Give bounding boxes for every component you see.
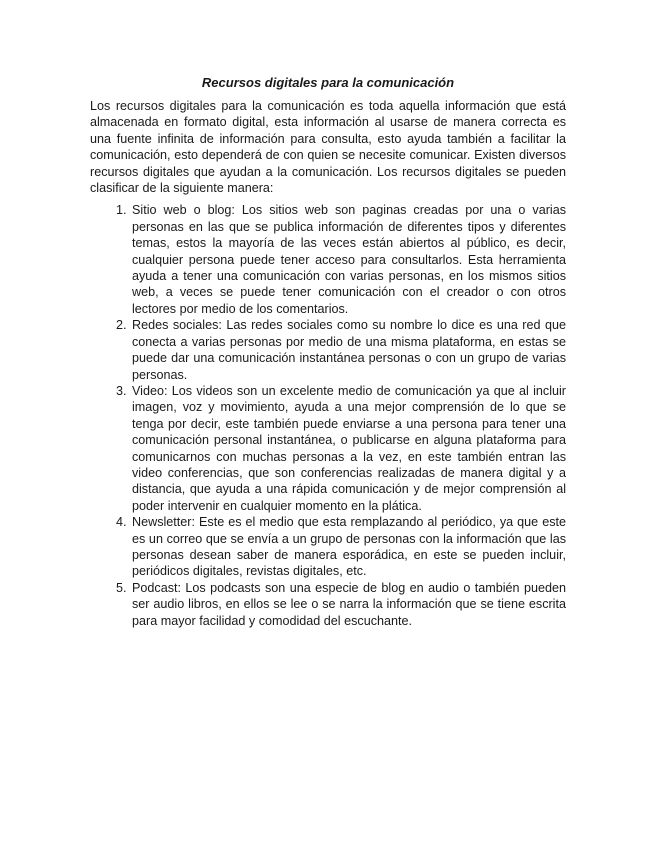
list-item-podcast: 5. Podcast: Los podcasts son una especie de blog en audio o también pueden ser audio libros, en ellos se lee o se narra la información que se tiene escrita para mayor facilidad y comodidad del escuchante. <box>130 580 566 629</box>
list-item-sitio-web: 1. Sitio web o blog: Los sitios web son paginas creadas por una o varias personas en las que se publica información de diferentes tipos y diferentes temas, estos la mayoría de las veces están abiertos al público, es decir, cualquier persona puede tener acceso para consultarlos. Esta herramienta ayuda a tener una comunicación con varias personas, en los mismos sitios web, a veces se puede tener comunicación con el creador o con otros lectores por medio de los comentarios. <box>130 202 566 317</box>
list-item-redes-sociales: 2. Redes sociales: Las redes sociales como su nombre lo dice es una red que conecta a varias personas por medio de una misma plataforma, en estas se puede dar una comunicación instantánea personas o con un grupo de varias personas. <box>130 317 566 383</box>
document-page <box>90 75 566 629</box>
intro-paragraph: Los recursos digitales para la comunicación es toda aquella información que está almacenada en formato digital, esta información al usarse de manera correcta es una fuente infinita de información para consulta, esto ayuda también a facilitar la comunicación, esto dependerá de con quien se necesite comunicar. Existen diversos recursos digitales que ayudan a la comunicación. Los recursos digitales se pueden clasificar de la siguiente manera: <box>90 99 566 196</box>
document-title: Recursos digitales para la comunicación <box>201 75 455 90</box>
resource-list <box>90 202 566 629</box>
list-item-video: 3. Video: Los videos son un excelente medio de comunicación ya que al incluir imagen, voz y movimiento, ayuda a una mejor comprensión de lo que se tenga por decir, este también puede enviarse a una persona para tener una comunicación personal instantánea, o publicarse en alguna plataforma para comunicarnos con muchas personas a la vez, en este también entran las video conferencias, que son conferencias realizadas de manera digital y a distancia, que ayuda a una rápida comunicación y de mejor comprensión al poder intervenir en cualquier momento en la plática. <box>130 383 566 514</box>
list-item-newsletter: 4. Newsletter: Este es el medio que esta remplazando al periódico, ya que este es un correo que se envía a un grupo de personas con la información que las personas desean saber de manera esporádica, en este se pueden incluir, periódicos digitales, revistas digitales, etc. <box>130 514 566 580</box>
